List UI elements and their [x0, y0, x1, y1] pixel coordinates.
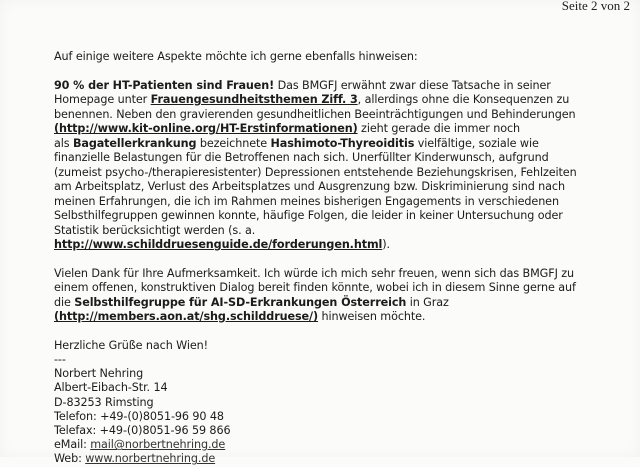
- bold-term: Bagatellerkrankung: [72, 136, 197, 150]
- signature-block: [54, 353, 614, 467]
- letter-body: [54, 50, 614, 467]
- text-line: benennen. Neben den gravierenden gesundheitlichen Beeinträchtigungen und Behinderungen: [54, 107, 576, 121]
- signature-separator: ---: [54, 353, 66, 366]
- signature-phone: Telefon: +49-(0)8051-96 90 48: [54, 409, 224, 423]
- text-span: hinweisen möchte.: [318, 310, 426, 323]
- text-span: in Graz: [406, 295, 449, 309]
- text-line: einem offenen, konstruktiven Dialog bereit finden könnte, wobei ich in diesem Sinne gerne auf: [54, 281, 576, 294]
- email-label: eMail:: [54, 438, 91, 452]
- closing-greeting: Herzliche Grüße nach Wien!: [54, 338, 209, 352]
- website-link[interactable]: www.norbertnehring.de: [85, 452, 216, 466]
- text-line: Selbsthilfegruppen gewinnen konnte, häufige Folgen, die leider in keiner Untersuchung oder: [54, 209, 563, 222]
- kit-online-link[interactable]: (http://www.kit-online.org/HT-Erstinformationen): [54, 122, 358, 135]
- text-line: finanzielle Belastungen für die Betroffenen nach sich. Unerfüllter Kinderwunsch, aufgrund: [54, 151, 549, 164]
- intro-text: Auf einige weitere Aspekte möchte ich gerne ebenfalls hinweisen:: [54, 50, 418, 63]
- text-span: vielfältige, soziale wie: [414, 136, 539, 150]
- text-span: zieht gerade die immer noch: [357, 122, 520, 135]
- text-span: Homepage unter: [54, 93, 151, 106]
- bold-term: Hashimoto-Thyreoiditis: [270, 136, 415, 150]
- signature-city: D-83253 Rimsting: [54, 395, 154, 409]
- bold-statement: 90 % der HT-Patienten sind Frauen!: [54, 78, 275, 92]
- text-span: , allerdings ohne die Konsequenzen zu: [357, 93, 570, 106]
- aon-members-link[interactable]: (http://members.aon.at/shg.schilddruese/): [54, 310, 319, 323]
- frauengesundheit-link[interactable]: Frauengesundheitsthemen Ziff. 3: [150, 93, 358, 106]
- text-line: (zumeist psycho-/therapieresistenter) Depressionen entstehende Beziehungskrisen, Fehlzeiten: [54, 165, 577, 179]
- text-span: ).: [382, 238, 390, 251]
- paragraph-thanks: [54, 267, 614, 325]
- email-link[interactable]: mail@norbertnehring.de: [90, 438, 226, 452]
- bold-group-name: Selbsthilfegruppe für AI-SD-Erkrankungen Österreich: [74, 295, 407, 309]
- page-indicator: Seite 2 von 2: [561, 0, 630, 13]
- text-line: Statistik berücksichtigt werden (s. a.: [54, 223, 256, 237]
- signature-street: Albert-Eibach-Str. 14: [54, 381, 168, 395]
- web-label: Web:: [54, 452, 86, 466]
- text-span: als: [54, 136, 73, 150]
- text-line: Vielen Dank für Ihre Aufmerksamkeit. Ich würde ich mich sehr freuen, wenn sich das BMGFJ zu: [54, 266, 574, 280]
- paragraph-ht-patients: [54, 79, 614, 253]
- schilddruesenguide-link[interactable]: http://www.schilddruesenguide.de/forderungen.html: [54, 238, 383, 251]
- signature-name: Norbert Nehring: [54, 367, 144, 381]
- text-line: meinen Erfahrungen, die ich im Rahmen meines bisherigen Engagements in verschiedenen: [54, 194, 559, 208]
- text-span: die: [54, 295, 75, 309]
- text-span: bezeichnete: [196, 136, 271, 150]
- text-line: am Arbeitsplatz, Verlust des Arbeitsplatzes und Ausgrenzung bzw. Diskriminierung sind nach: [54, 180, 565, 193]
- text-span: Das BMGFJ erwähnt zwar diese Tatsache in seiner: [274, 78, 551, 92]
- signature-fax: Telefax: +49-(0)8051-96 59 866: [54, 424, 231, 438]
